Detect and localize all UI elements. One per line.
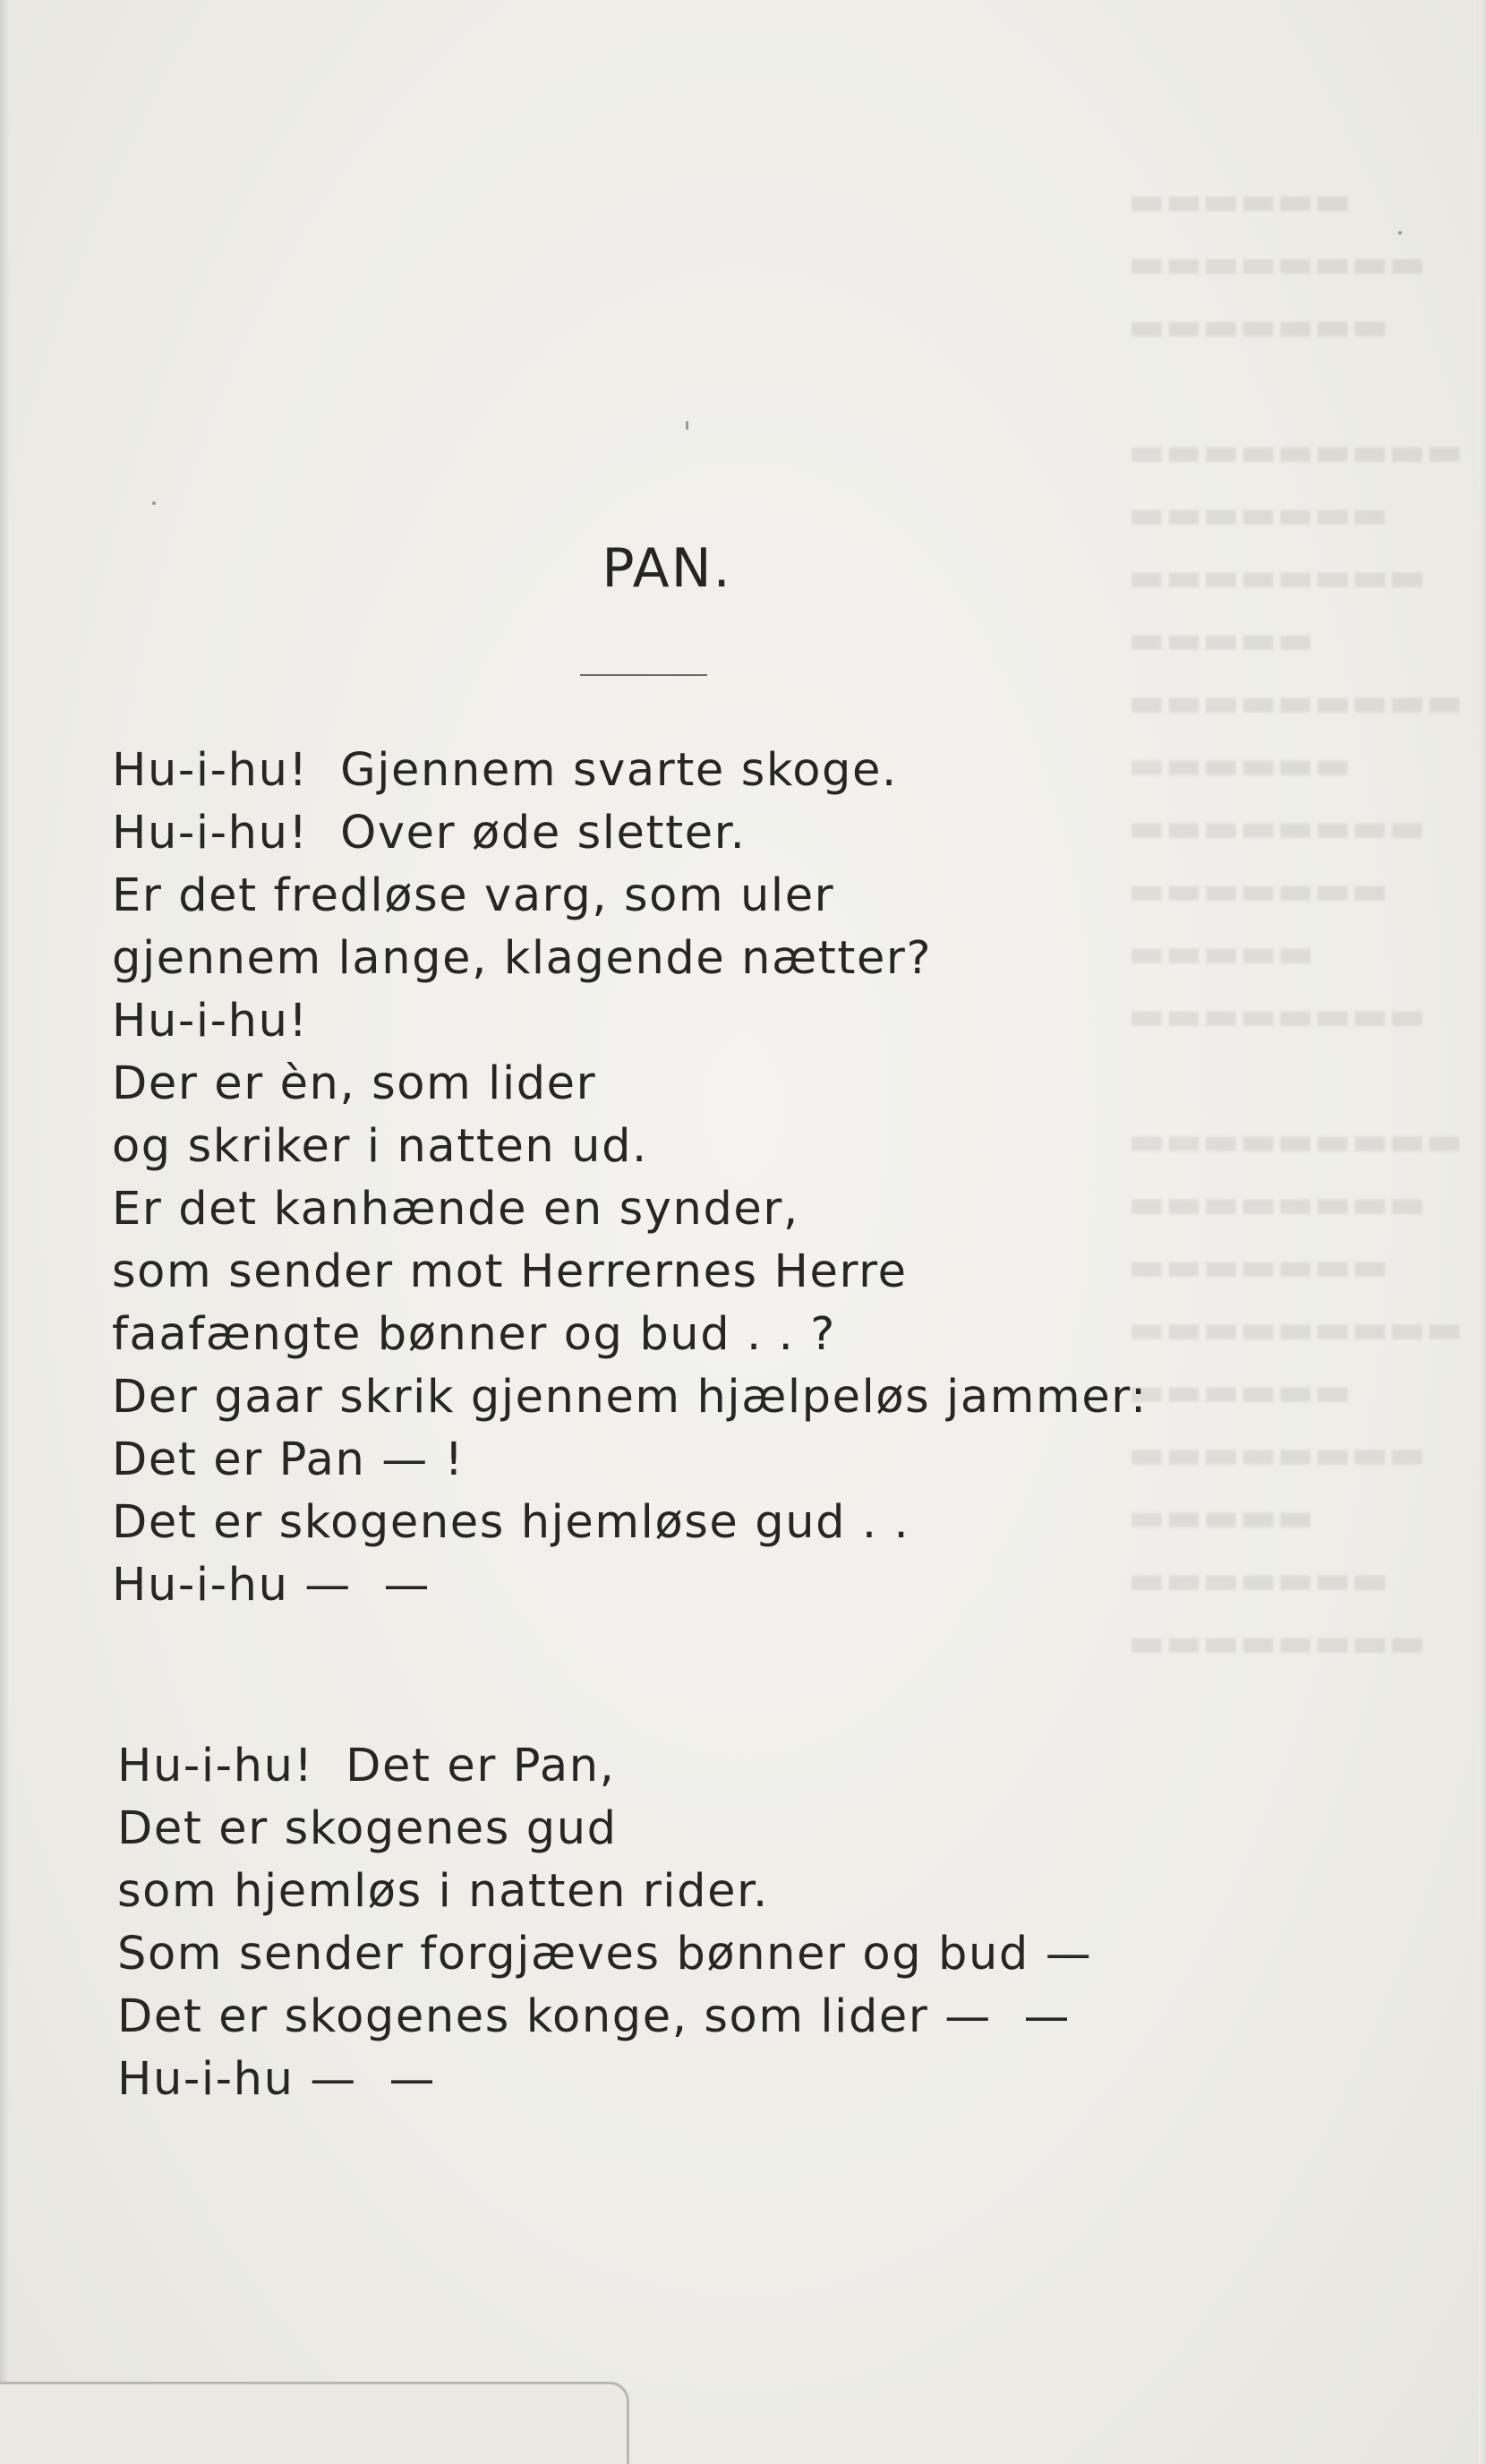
paper-speck (686, 421, 688, 430)
verse-line: Er det kanhænde en synder, (112, 1183, 799, 1236)
verse-line: Der gaar skrik gjennem hjælpeløs jammer: (112, 1371, 1148, 1424)
bleed-through-texture: ▬▬▬▬▬▬ ▬▬▬▬▬▬▬▬ ▬▬▬▬▬▬▬ ▬▬▬▬▬▬▬▬▬ ▬▬▬▬▬▬▬ ▬▬▬▬▬▬▬▬ ▬▬▬▬▬ ▬▬▬▬▬▬▬▬▬ ▬▬▬▬▬▬ ▬▬▬▬▬▬▬▬ ▬▬▬▬▬▬▬ ▬▬▬▬▬ ▬▬▬▬▬▬▬▬ ▬▬▬▬▬▬▬▬▬ ▬▬▬▬▬▬▬▬ ▬▬▬▬▬▬▬ ▬▬▬▬▬▬▬▬▬ ▬▬▬▬▬▬ ▬▬▬▬▬▬▬▬ ▬▬▬▬▬ ▬▬▬▬▬▬▬ ▬▬▬▬▬▬▬▬ (1128, 178, 1464, 1665)
verse-line: Hu-i-hu! Gjennem svarte skoge. (112, 744, 898, 797)
paper-speck (152, 501, 156, 505)
paper-speck (1398, 231, 1402, 235)
verse-line: Hu-i-hu! Over øde sletter. (112, 807, 747, 860)
page-left-edge (0, 0, 9, 2464)
verse-line: Hu-i-hu! (112, 995, 309, 1048)
page-tab-edge (0, 2382, 629, 2464)
verse-line: Er det fredløse varg, som uler (112, 869, 835, 922)
verse-line: Der er èn, som lider (112, 1057, 597, 1110)
title-rule (580, 674, 707, 676)
verse-line: Det er skogenes konge, som lider — — (117, 1990, 1072, 2043)
verse-line: Det er skogenes gud (117, 1802, 618, 1855)
verse-line: Hu-i-hu — — (117, 2053, 437, 2106)
stanza-2 (117, 1735, 1092, 2111)
verse-line: som sender mot Herrernes Herre (112, 1245, 908, 1298)
verse-line: som hjemløs i natten rider. (117, 1865, 769, 1918)
verse-line: faafængte bønner og bud . . ? (112, 1308, 836, 1361)
poem-title: PAN. (602, 537, 732, 600)
verse-line: Det er skogenes hjemløse gud . . (112, 1496, 910, 1549)
verse-line: Som sender forgjæves bønner og bud — (117, 1928, 1093, 1981)
verse-line: Hu-i-hu — — (112, 1559, 431, 1612)
stanza-1 (112, 740, 1148, 1617)
verse-line: Hu-i-hu! Det er Pan, (117, 1740, 616, 1792)
verse-line: og skriker i natten ud. (112, 1120, 648, 1173)
verse-line: gjennem lange, klagende nætter? (112, 932, 933, 985)
verse-line: Det er Pan — ! (112, 1433, 465, 1486)
